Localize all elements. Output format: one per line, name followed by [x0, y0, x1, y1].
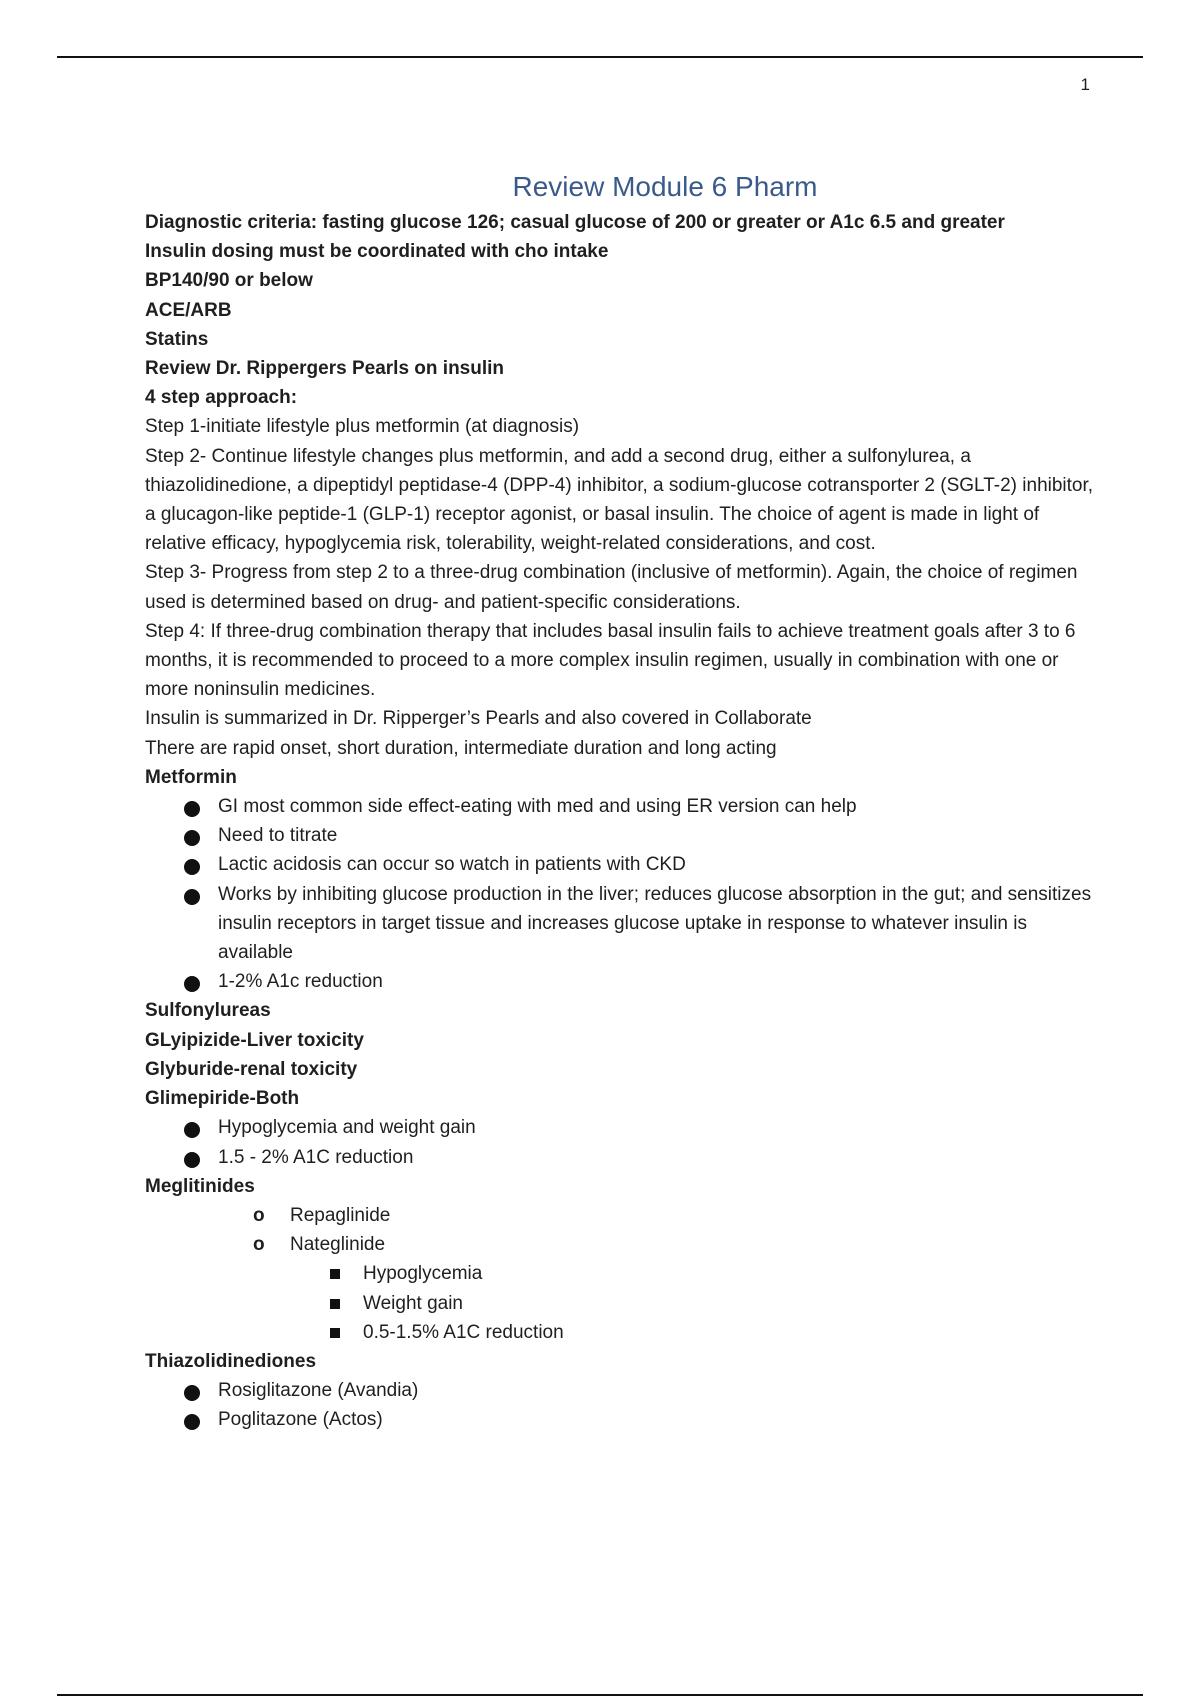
- sulfonylurea-line: GLyipizide-Liver toxicity: [145, 1029, 364, 1051]
- bullet-icon: [184, 1152, 200, 1168]
- list-item: 1.5 - 2% A1C reduction: [145, 1143, 1095, 1172]
- square-bullet-icon: [330, 1269, 340, 1279]
- intro-line: Statins: [145, 328, 209, 350]
- header-rule: [57, 56, 1143, 58]
- bullet-icon: [184, 830, 200, 846]
- bullet-icon: [184, 976, 200, 992]
- meglitinides-effects-list: [145, 1259, 1095, 1347]
- list-item: 1-2% A1c reduction: [145, 967, 1095, 996]
- bullet-icon: [184, 859, 200, 875]
- bullet-icon: [184, 1414, 200, 1430]
- bullet-icon: [184, 1385, 200, 1401]
- list-item: Works by inhibiting glucose production in the liver; reduces glucose absorption in the gut; and sensitizes insulin receptors in target tissue and increases glucose uptake in response to whatever insulin is available: [145, 880, 1095, 968]
- list-item: o Repaglinide: [145, 1201, 1095, 1230]
- bullet-icon: [184, 889, 200, 905]
- step-3: Step 3- Progress from step 2 to a three-drug combination (inclusive of metformin). Again, the choice of regimen used is determined based on drug- and patient-specific considerations.: [145, 562, 1078, 613]
- square-bullet-icon: [330, 1328, 340, 1338]
- bullet-icon: [184, 1122, 200, 1138]
- bullet-icon: [184, 801, 200, 817]
- list-item: o Nateglinide: [145, 1230, 1095, 1259]
- sulfonylureas-heading: Sulfonylureas: [145, 1000, 271, 1022]
- circle-bullet-icon: o: [253, 1204, 265, 1226]
- square-bullet-icon: [330, 1299, 340, 1309]
- thiazolidinediones-list: [145, 1376, 1095, 1434]
- list-item: Hypoglycemia and weight gain: [145, 1113, 1095, 1142]
- list-item: 0.5-1.5% A1C reduction: [145, 1318, 1095, 1347]
- sulfonylureas-list: [145, 1113, 1095, 1171]
- step-1: Step 1-initiate lifestyle plus metformin (at diagnosis): [145, 416, 580, 438]
- meglitinides-drug-list: [145, 1201, 1095, 1259]
- list-item: Weight gain: [145, 1289, 1095, 1318]
- thiazolidinediones-heading: Thiazolidinediones: [145, 1350, 317, 1372]
- intro-line: ACE/ARB: [145, 299, 232, 321]
- insulin-note: Insulin is summarized in Dr. Ripperger’s Pearls and also covered in Collaborate: [145, 708, 812, 730]
- list-item: Rosiglitazone (Avandia): [145, 1376, 1095, 1405]
- intro-line: Review Dr. Rippergers Pearls on insulin: [145, 358, 505, 380]
- list-item: Need to titrate: [145, 821, 1095, 850]
- list-item: Hypoglycemia: [145, 1259, 1095, 1288]
- intro-line: Insulin dosing must be coordinated with cho intake: [145, 241, 609, 263]
- metformin-list: [145, 792, 1095, 996]
- page-number: 1: [1080, 75, 1090, 94]
- list-item: GI most common side effect-eating with med and using ER version can help: [145, 792, 1095, 821]
- footer-rule: [57, 1694, 1143, 1696]
- intro-line: 4 step approach:: [145, 387, 298, 409]
- list-item: Lactic acidosis can occur so watch in patients with CKD: [145, 850, 1095, 879]
- document-title: Review Module 6 Pharm: [512, 171, 818, 202]
- circle-bullet-icon: o: [253, 1234, 265, 1256]
- sulfonylurea-line: Glyburide-renal toxicity: [145, 1058, 358, 1080]
- step-2: Step 2- Continue lifestyle changes plus metformin, and add a second drug, either a sulfonylurea, a thiazolidinedione, a dipeptidyl peptidase-4 (DPP-4) inhibitor, a sodium-glucose cotransporter 2 (SGLT-2) inhibitor, a glucagon-like peptide-1 (GLP-1) receptor agonist, or basal insulin. The choice of agent is made in light of relative efficacy, hypoglycemia risk, tolerability, weight-related considerations, and cost.: [145, 445, 1094, 555]
- onset-note: There are rapid onset, short duration, intermediate duration and long acting: [145, 737, 777, 759]
- document-body: [145, 166, 1095, 1435]
- list-item: Poglitazone (Actos): [145, 1405, 1095, 1434]
- meglitinides-heading: Meglitinides: [145, 1175, 255, 1197]
- intro-line: BP140/90 or below: [145, 270, 313, 292]
- sulfonylurea-line: Glimepiride-Both: [145, 1088, 300, 1110]
- metformin-heading: Metformin: [145, 766, 237, 788]
- intro-line: Diagnostic criteria: fasting glucose 126; casual glucose of 200 or greater or A1c 6.5 and greater: [145, 212, 1005, 233]
- step-4: Step 4: If three-drug combination therapy that includes basal insulin fails to achieve treatment goals after 3 to 6 months, it is recommended to proceed to a more complex insulin regimen, usually in combination with one or more noninsulin medicines.: [145, 620, 1076, 701]
